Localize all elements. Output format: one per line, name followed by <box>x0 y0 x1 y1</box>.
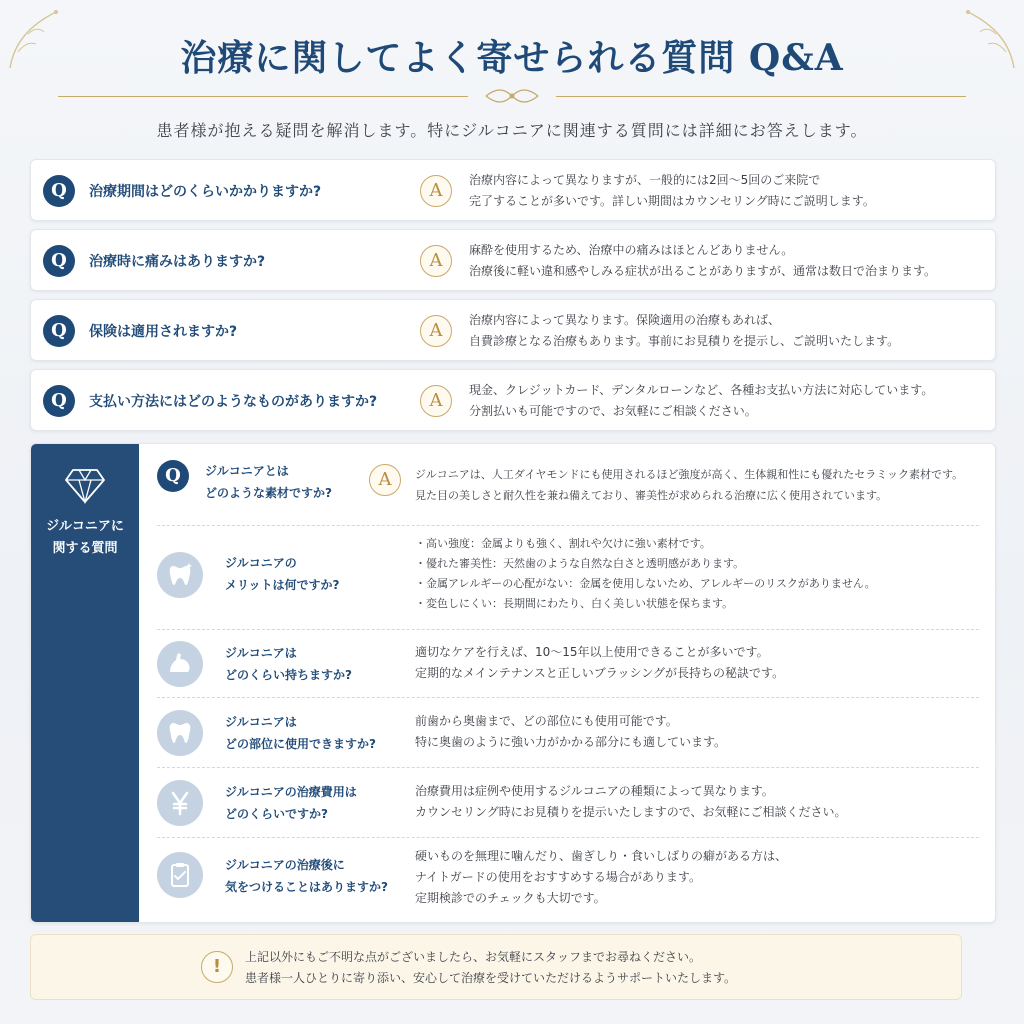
zirconia-section <box>30 443 996 923</box>
zirconia-intro-answer: ジルコニアは、人工ダイヤモンドにも使用されるほど強度が高く、生体親和性にも優れたセラミック素材です。 見た目の美しさと耐久性を兼ね備えており、審美性が求められる治療に広く使用されています。 <box>415 468 964 502</box>
zirconia-answer: 適切なケアを行えば、10〜15年以上使用できることが多いです。 定期的なメインテナンスと正しいブラッシングが長持ちの秘訣です。 <box>415 645 785 680</box>
clipboard-icon <box>157 852 203 898</box>
zirconia-answer: ・高い強度：金属よりも強く、割れや欠けに強い素材です。 ・優れた審美性：天然歯のような自然な白さと透明感があります。 ・金属アレルギーの心配がない：金属を使用しないため、アレルギーのリスクがありません。 ・変色しにくい：長期間にわたり、白く美しい状態を保ちます。 <box>415 537 876 610</box>
q-badge: Q <box>43 315 75 347</box>
tooth-sparkle-icon <box>157 552 203 598</box>
a-badge: A <box>420 385 452 417</box>
q-badge: Q <box>43 175 75 207</box>
page-title: 治療に関してよく寄せられる質問 Q&A <box>180 37 844 79</box>
title-divider <box>58 86 966 106</box>
zirconia-intro-row <box>139 444 995 526</box>
zirconia-question: ジルコニアの治療費用は どのくらいですか? <box>225 785 357 821</box>
zirconia-question: ジルコニアは どの部位に使用できますか? <box>225 715 376 751</box>
faq-question: 支払い方法にはどのようなものがありますか? <box>89 394 378 410</box>
a-badge: A <box>420 175 452 207</box>
zirconia-qa-row <box>139 768 995 838</box>
exclamation-icon: ! <box>201 951 233 983</box>
zirconia-question: ジルコニアの治療後に 気をつけることはありますか? <box>225 858 388 894</box>
diamond-icon <box>65 468 105 504</box>
faq-question: 保険は適用されますか? <box>89 324 238 340</box>
zirconia-side-panel <box>31 444 139 922</box>
faq-answer: 麻酔を使用するため、治療中の痛みはほとんどありません。 治療後に軽い違和感やしみる症状が出ることがありますが、通常は数日で治まります。 <box>469 243 937 278</box>
zirconia-answer: 治療費用は症例や使用するジルコニアの種類によって異なります。 カウンセリング時にお見積りを提示いたしますので、お気軽にご相談ください。 <box>415 784 847 819</box>
q-badge: Q <box>43 245 75 277</box>
zirconia-intro-question: ジルコニアとは どのような素材ですか? <box>205 464 332 500</box>
faq-answer: 治療内容によって異なりますが、一般的には2回〜5回のご来院で 完了することが多いです。詳しい期間はカウンセリング時にご説明します。 <box>469 173 875 208</box>
faq-question: 治療期間はどのくらいかかりますか? <box>89 184 322 200</box>
faq-question: 治療時に痛みはありますか? <box>89 254 266 270</box>
faq-answer: 現金、クレジットカード、デンタルローンなど、各種お支払い方法に対応しています。 分割払いも可能ですので、お気軽にご相談ください。 <box>469 383 934 418</box>
faq-answer: 治療内容によって異なります。保険適用の治療もあれば、 自費診療となる治療もあります。事前にお見積りを提示し、ご説明いたします。 <box>469 313 900 348</box>
faq-card <box>30 299 996 361</box>
zirconia-answer: 前歯から奥歯まで、どの部位にも使用可能です。 特に奥歯のように強い力がかかる部分にも適しています。 <box>415 714 727 749</box>
footer-note <box>30 934 962 1000</box>
a-badge: A <box>369 464 401 496</box>
page-subtitle: 患者様が抱える疑問を解消します。特にジルコニアに関連する質問には詳細にお答えします。 <box>156 121 868 140</box>
flourish-ornament-icon <box>482 86 542 106</box>
q-badge: Q <box>43 385 75 417</box>
zirconia-side-label: ジルコニアに 関する質問 <box>46 519 124 556</box>
faq-card <box>30 159 996 221</box>
zirconia-answer: 硬いものを無理に噛んだり、歯ぎしり・食いしばりの癖がある方は、 ナイトガードの使用をおすすめする場合があります。 定期検診でのチェックも大切です。 <box>415 849 788 905</box>
faq-card <box>30 229 996 291</box>
zirconia-qa-row <box>139 838 995 922</box>
a-badge: A <box>420 245 452 277</box>
a-badge: A <box>420 315 452 347</box>
footer-text: 上記以外にもご不明な点がございましたら、お気軽にスタッフまでお尋ねください。 患者様一人ひとりに寄り添い、安心して治療を受けていただけるようサポートいたします。 <box>245 950 737 985</box>
faq-card <box>30 369 996 431</box>
zirconia-qa-row <box>139 526 995 630</box>
zirconia-question: ジルコニアの メリットは何ですか? <box>225 556 340 592</box>
strong-arm-icon <box>157 641 203 687</box>
tooth-icon <box>157 710 203 756</box>
zirconia-question: ジルコニアは どのくらい持ちますか? <box>225 646 352 682</box>
q-badge: Q <box>157 460 189 492</box>
yen-icon <box>157 780 203 826</box>
zirconia-qa-row <box>139 630 995 698</box>
zirconia-qa-row <box>139 698 995 768</box>
